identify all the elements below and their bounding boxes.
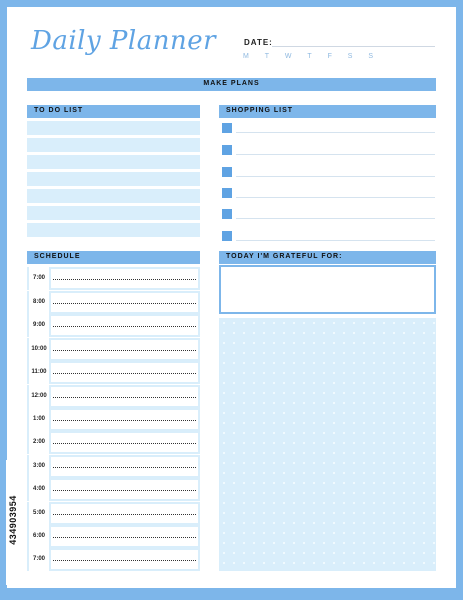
schedule-slot[interactable]: [51, 340, 198, 359]
make-plans-bar: [27, 78, 436, 91]
grateful-header: [219, 251, 436, 264]
schedule-label: SCHEDULE: [34, 253, 81, 260]
weekday-mon[interactable]: M: [243, 53, 249, 60]
stock-id-strip: [6, 460, 20, 585]
schedule-row[interactable]: [27, 431, 200, 454]
shopping-item-line[interactable]: [236, 197, 435, 198]
schedule-slot[interactable]: [51, 504, 198, 523]
schedule-slot[interactable]: [51, 269, 198, 288]
shopping-checkbox[interactable]: [222, 167, 232, 177]
schedule-slot[interactable]: [51, 387, 198, 406]
schedule-row[interactable]: [27, 408, 200, 431]
schedule-time: 7:00: [29, 267, 49, 290]
shopping-item-line[interactable]: [236, 218, 435, 219]
schedule-row[interactable]: [27, 291, 200, 314]
weekday-wed[interactable]: W: [284, 53, 292, 60]
schedule-time: 4:00: [29, 478, 49, 501]
page-title: Daily Planner: [31, 26, 217, 56]
schedule-slot[interactable]: [51, 410, 198, 429]
todo-label: TO DO LIST: [34, 107, 84, 114]
grateful-label: TODAY I'M GRATEFUL FOR:: [226, 253, 343, 260]
shopping-item-line[interactable]: [236, 132, 435, 133]
todo-row[interactable]: [27, 206, 200, 220]
weekday-row: [243, 53, 373, 60]
shopping-checkbox[interactable]: [222, 188, 232, 198]
shopping-checkbox[interactable]: [222, 123, 232, 133]
stock-id-text: 434903954: [8, 495, 18, 545]
schedule-slot[interactable]: [51, 550, 198, 569]
todo-row[interactable]: [27, 223, 200, 237]
shopping-checkbox[interactable]: [222, 231, 232, 241]
shopping-item-line[interactable]: [236, 154, 435, 155]
schedule-slot[interactable]: [51, 457, 198, 476]
schedule-slot[interactable]: [51, 316, 198, 335]
shopping-header: [219, 105, 436, 118]
schedule-time: 10:00: [29, 338, 49, 361]
schedule-slot[interactable]: [51, 480, 198, 499]
weekday-fri[interactable]: F: [327, 53, 332, 60]
shopping-item-line[interactable]: [236, 176, 435, 177]
schedule-slot[interactable]: [51, 363, 198, 382]
shopping-checkbox[interactable]: [222, 209, 232, 219]
make-plans-label: MAKE PLANS: [203, 80, 260, 87]
date-label: DATE:: [244, 38, 273, 47]
schedule-slot[interactable]: [51, 293, 198, 312]
weekday-tue[interactable]: T: [264, 53, 270, 60]
schedule-row[interactable]: [27, 478, 200, 501]
schedule-time: 6:00: [29, 525, 49, 548]
schedule-time: 1:00: [29, 408, 49, 431]
schedule-row[interactable]: [27, 267, 200, 290]
schedule-time: 8:00: [29, 291, 49, 314]
shopping-checkbox[interactable]: [222, 145, 232, 155]
schedule-time: 7:00: [29, 548, 49, 571]
schedule-slot[interactable]: [51, 433, 198, 452]
schedule-row[interactable]: [27, 502, 200, 525]
schedule-time: 11:00: [29, 361, 49, 384]
todo-row[interactable]: [27, 155, 200, 169]
shopping-label: SHOPPING LIST: [226, 107, 294, 114]
schedule-time: 9:00: [29, 314, 49, 337]
schedule-time: 2:00: [29, 431, 49, 454]
schedule-row[interactable]: [27, 455, 200, 478]
todo-header: [27, 105, 200, 118]
weekday-sun[interactable]: S: [368, 53, 373, 60]
dot-grid-notes[interactable]: [219, 318, 436, 571]
schedule-row[interactable]: [27, 548, 200, 571]
schedule-time: 3:00: [29, 455, 49, 478]
grateful-box[interactable]: [219, 265, 436, 314]
schedule-time: 12:00: [29, 385, 49, 408]
schedule-row[interactable]: [27, 525, 200, 548]
schedule-row[interactable]: [27, 314, 200, 337]
schedule-row[interactable]: [27, 385, 200, 408]
schedule-row[interactable]: [27, 338, 200, 361]
schedule-row[interactable]: [27, 361, 200, 384]
todo-row[interactable]: [27, 172, 200, 186]
date-field-line[interactable]: [272, 46, 435, 47]
shopping-item-line[interactable]: [236, 240, 435, 241]
schedule-time: 5:00: [29, 502, 49, 525]
weekday-thu[interactable]: T: [307, 53, 312, 60]
weekday-sat[interactable]: S: [347, 53, 353, 60]
todo-row[interactable]: [27, 189, 200, 203]
todo-row[interactable]: [27, 138, 200, 152]
todo-row[interactable]: [27, 121, 200, 135]
schedule-slot[interactable]: [51, 527, 198, 546]
schedule-header: [27, 251, 200, 264]
